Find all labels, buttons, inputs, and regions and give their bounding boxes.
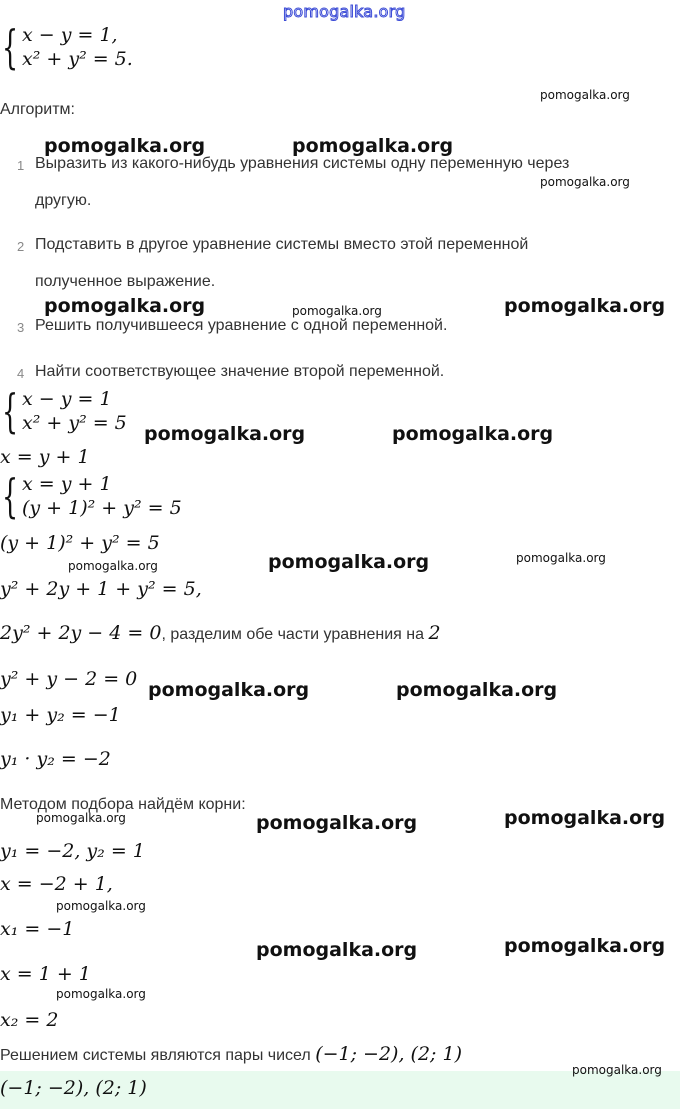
watermark: pomogalka.org xyxy=(256,939,418,961)
eq-x-expression: x = y + 1 xyxy=(0,446,90,468)
watermark: pomogalka.org xyxy=(44,135,206,157)
watermark: pomogalka.org xyxy=(36,811,126,825)
step-3-number: 3 xyxy=(17,320,25,335)
eq-simplified-row xyxy=(0,622,441,644)
x2-expression: x = 1 + 1 xyxy=(0,963,91,985)
algorithm-title: Алгоритм: xyxy=(0,101,75,118)
system-3 xyxy=(2,469,182,523)
eq-simplified-divisor: 2 xyxy=(428,622,441,644)
step-1-line-2: другую. xyxy=(35,192,92,209)
system-2-line-1: x − y = 1 xyxy=(22,388,112,410)
step-4-line-1: Найти соответствующее значение второй переменной. xyxy=(35,363,445,380)
eq-simplified: 2y² + 2y − 4 = 0 xyxy=(0,622,162,644)
watermark: pomogalka.org xyxy=(144,423,306,445)
watermark: pomogalka.org xyxy=(292,135,454,157)
watermark: pomogalka.org xyxy=(56,899,146,913)
watermark: pomogalka.org xyxy=(516,551,606,565)
step-2-line-2: полученное выражение. xyxy=(35,273,216,290)
watermark: pomogalka.org xyxy=(68,559,158,573)
step-2-line-1: Подставить в другое уравнение системы вместо этой переменной xyxy=(35,236,529,253)
watermark: pomogalka.org xyxy=(540,88,630,102)
brace-icon: { xyxy=(2,384,19,438)
roots-text: Методом подбора найдём корни: xyxy=(0,796,246,813)
eq-simplified-note: , разделим обе части уравнения на xyxy=(161,626,429,643)
eq-reduced: y² + y − 2 = 0 xyxy=(0,668,138,690)
step-3-line-1: Решить получившееся уравнение с одной переменной. xyxy=(35,317,448,334)
watermark: pomogalka.org xyxy=(292,304,382,318)
system-1-line-2: x² + y² = 5. xyxy=(22,48,133,70)
solution-text: Решением системы являются пары чисел xyxy=(0,1047,316,1064)
watermark-top: pomogalka.org xyxy=(283,2,406,21)
step-1-line-1: Выразить из какого-нибудь уравнения системы одну переменную через xyxy=(35,155,570,172)
system-1-line-1: x − y = 1, xyxy=(22,24,118,46)
watermark: pomogalka.org xyxy=(256,812,418,834)
watermark: pomogalka.org xyxy=(504,295,666,317)
brace-icon: { xyxy=(2,20,19,74)
watermark: pomogalka.org xyxy=(504,935,666,957)
system-3-line-2: (y + 1)² + y² = 5 xyxy=(22,497,182,519)
watermark: pomogalka.org xyxy=(56,987,146,1001)
watermark: pomogalka.org xyxy=(148,679,310,701)
solution-pairs: (−1; −2), (2; 1) xyxy=(315,1043,462,1065)
watermark: pomogalka.org xyxy=(396,679,558,701)
vieta-product: y₁ · y₂ = −2 xyxy=(0,748,111,770)
solution-row xyxy=(0,1043,462,1065)
eq-substitution: (y + 1)² + y² = 5 xyxy=(0,532,160,554)
brace-icon: { xyxy=(2,469,19,523)
watermark: pomogalka.org xyxy=(392,423,554,445)
x1-expression: x = −2 + 1, xyxy=(0,873,113,895)
x2-value: x₂ = 2 xyxy=(0,1009,59,1031)
watermark: pomogalka.org xyxy=(572,1063,662,1077)
watermark: pomogalka.org xyxy=(540,175,630,189)
system-2 xyxy=(2,384,127,438)
vieta-sum: y₁ + y₂ = −1 xyxy=(0,704,121,726)
system-2-line-2: x² + y² = 5 xyxy=(22,412,127,434)
watermark: pomogalka.org xyxy=(268,551,430,573)
answer: (−1; −2), (2; 1) xyxy=(0,1077,147,1099)
eq-expanded: y² + 2y + 1 + y² = 5, xyxy=(0,578,202,600)
x1-value: x₁ = −1 xyxy=(0,918,75,940)
system-1 xyxy=(2,20,133,74)
watermark: pomogalka.org xyxy=(504,807,666,829)
step-1-number: 1 xyxy=(17,158,25,173)
roots: y₁ = −2, y₂ = 1 xyxy=(0,840,145,862)
watermark: pomogalka.org xyxy=(44,295,206,317)
step-4-number: 4 xyxy=(17,366,25,381)
step-2-number: 2 xyxy=(17,239,25,254)
system-3-line-1: x = y + 1 xyxy=(22,473,112,495)
